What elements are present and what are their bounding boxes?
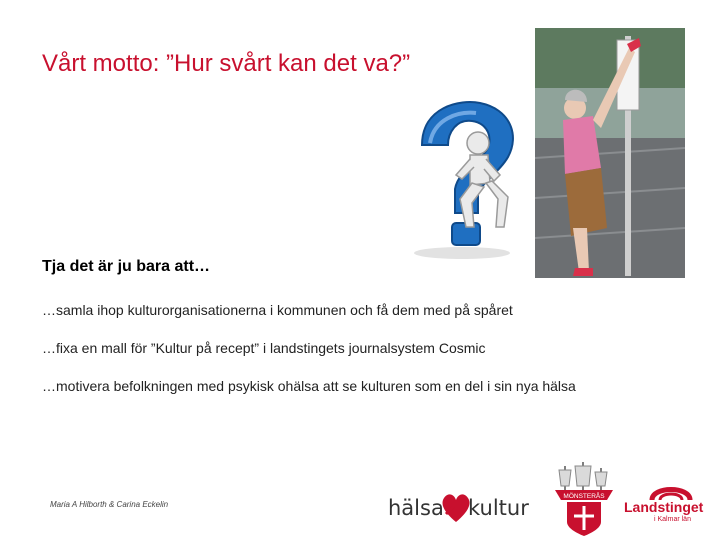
bullet-item: …fixa en mall för ”Kultur på recept” i landstingets journalsystem Cosmic xyxy=(42,340,486,356)
halsa-logo-word: hälsa xyxy=(388,496,444,520)
author-credit: Maria A Hilborth & Carina Eckelin xyxy=(50,500,169,509)
monsteras-logo-text: MÖNSTERÅS xyxy=(563,493,605,500)
slide-title: Vårt motto: ”Hur svårt kan det va?” xyxy=(42,50,411,77)
halsa-kultur-logo xyxy=(388,490,538,530)
kultur-logo-word: kultur xyxy=(468,496,529,520)
woman-stretching-photo xyxy=(535,28,685,278)
bullet-item: …samla ihop kulturorganisationerna i kommunen och få dem med på spåret xyxy=(42,302,513,318)
bullet-item: …motivera befolkningen med psykisk ohälsa att se kulturen som en del i sin nya hälsa xyxy=(42,378,576,394)
monsteras-logo xyxy=(553,460,615,538)
question-mark-figure-icon xyxy=(400,95,530,265)
landstinget-logo xyxy=(624,480,718,526)
landstinget-name: Landstinget xyxy=(624,499,704,515)
intro-text: Tja det är ju bara att… xyxy=(42,258,211,275)
landstinget-region: i Kalmar län xyxy=(654,516,691,523)
landstinget-arch-icon xyxy=(624,480,718,500)
bullet-list xyxy=(42,300,576,414)
